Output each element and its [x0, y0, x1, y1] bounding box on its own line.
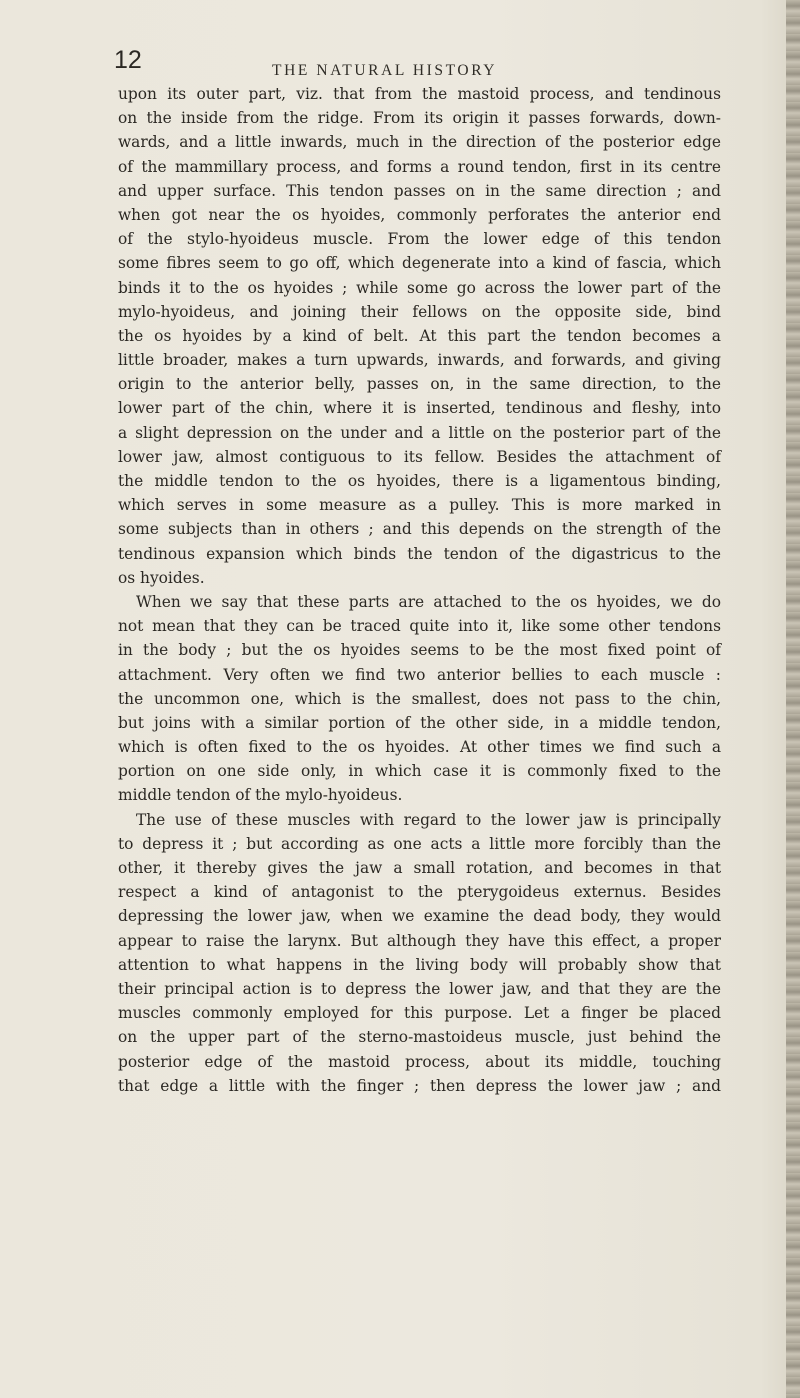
text-line: origin to the anterior belly, passes on, in the same direction, to the: [118, 375, 721, 394]
text-line: which is often fixed to the os hyoides. At other times we find such a: [118, 738, 721, 757]
text-line: tendinous expansion which binds the tendon of the digastricus to the: [118, 544, 721, 563]
running-head: THE NATURAL HISTORY: [272, 62, 498, 79]
text-line: little broader, makes a turn upwards, inwards, and forwards, and giving: [118, 351, 721, 370]
page-number: 12: [114, 46, 142, 74]
text-line: on the upper part of the sterno-mastoideus muscle, just behind the: [118, 1028, 721, 1047]
text-line: attachment. Very often we find two anterior bellies to each muscle :: [118, 665, 721, 684]
text-line: some fibres seem to go off, which degenerate into a kind of fascia, which: [118, 254, 721, 273]
text-line: and upper surface. This tendon passes on in the same direction ; and: [118, 181, 721, 200]
text-line: some subjects than in others ; and this depends on the strength of the: [118, 520, 721, 539]
text-line: attention to what happens in the living body will probably show that: [118, 955, 721, 974]
text-line: respect a kind of antagonist to the pterygoideus externus. Besides: [118, 883, 721, 902]
text-line: muscles commonly employed for this purpose. Let a finger be placed: [118, 1004, 721, 1023]
text-line: binds it to the os hyoides ; while some go across the lower part of the: [118, 278, 721, 297]
text-line: other, it thereby gives the jaw a small rotation, and becomes in that: [118, 859, 721, 877]
text-line: in the body ; but the os hyoides seems to be the most fixed point of: [118, 641, 721, 660]
text-line: depressing the lower jaw, when we examine the dead body, they would: [118, 907, 721, 926]
text-line: the uncommon one, which is the smallest, does not pass to the chin,: [118, 689, 721, 708]
paragraph-first-line: When we say that these parts are attached to the os hyoides, we do: [136, 592, 721, 611]
text-line: mylo-hyoideus, and joining their fellows on the opposite side, bind: [118, 302, 721, 321]
text-line: lower jaw, almost contiguous to its fellow. Besides the attachment of: [118, 447, 721, 466]
text-line: os hyoides.: [118, 568, 205, 587]
text-line: posterior edge of the mastoid process, about its middle, touching: [118, 1052, 721, 1071]
text-line: wards, and a little inwards, much in the direction of the posterior edge: [118, 133, 721, 152]
text-line: the os hyoides by a kind of belt. At this part the tendon becomes a: [118, 326, 721, 345]
text-line: of the stylo-hyoideus muscle. From the lower edge of this tendon: [118, 230, 721, 249]
body-text: [118, 82, 721, 1098]
text-line: portion on one side only, in which case it is commonly fixed to the: [118, 762, 721, 781]
text-line: appear to raise the larynx. But although they have this effect, a proper: [118, 931, 721, 950]
text-line: a slight depression on the under and a little on the posterior part of the: [118, 423, 721, 442]
paragraph-first-line: The use of these muscles with regard to the lower jaw is principally: [136, 810, 721, 829]
text-line: the middle tendon to the os hyoides, there is a ligamentous binding,: [118, 472, 721, 490]
text-line: which serves in some measure as a pulley. This is more marked in: [118, 496, 721, 515]
page-binding-edge: [786, 0, 800, 1398]
text-line: on the inside from the ridge. From its origin it passes forwards, down-: [118, 109, 721, 128]
text-line: but joins with a similar portion of the other side, in a middle tendon,: [118, 713, 721, 732]
text-line: when got near the os hyoides, commonly perforates the anterior end: [118, 205, 721, 224]
text-line: middle tendon of the mylo-hyoideus.: [118, 786, 403, 805]
text-line: upon its outer part, viz. that from the mastoid process, and tendinous: [118, 85, 721, 103]
text-line: lower part of the chin, where it is inserted, tendinous and fleshy, into: [118, 399, 721, 418]
text-line: to depress it ; but according as one acts a little more forcibly than the: [118, 834, 721, 853]
text-line: that edge a little with the finger ; then depress the lower jaw ; and: [118, 1076, 721, 1095]
text-line: their principal action is to depress the lower jaw, and that they are the: [118, 979, 721, 998]
text-line: not mean that they can be traced quite into it, like some other tendons: [118, 617, 721, 636]
text-line: of the mammillary process, and forms a round tendon, first in its centre: [118, 157, 721, 176]
